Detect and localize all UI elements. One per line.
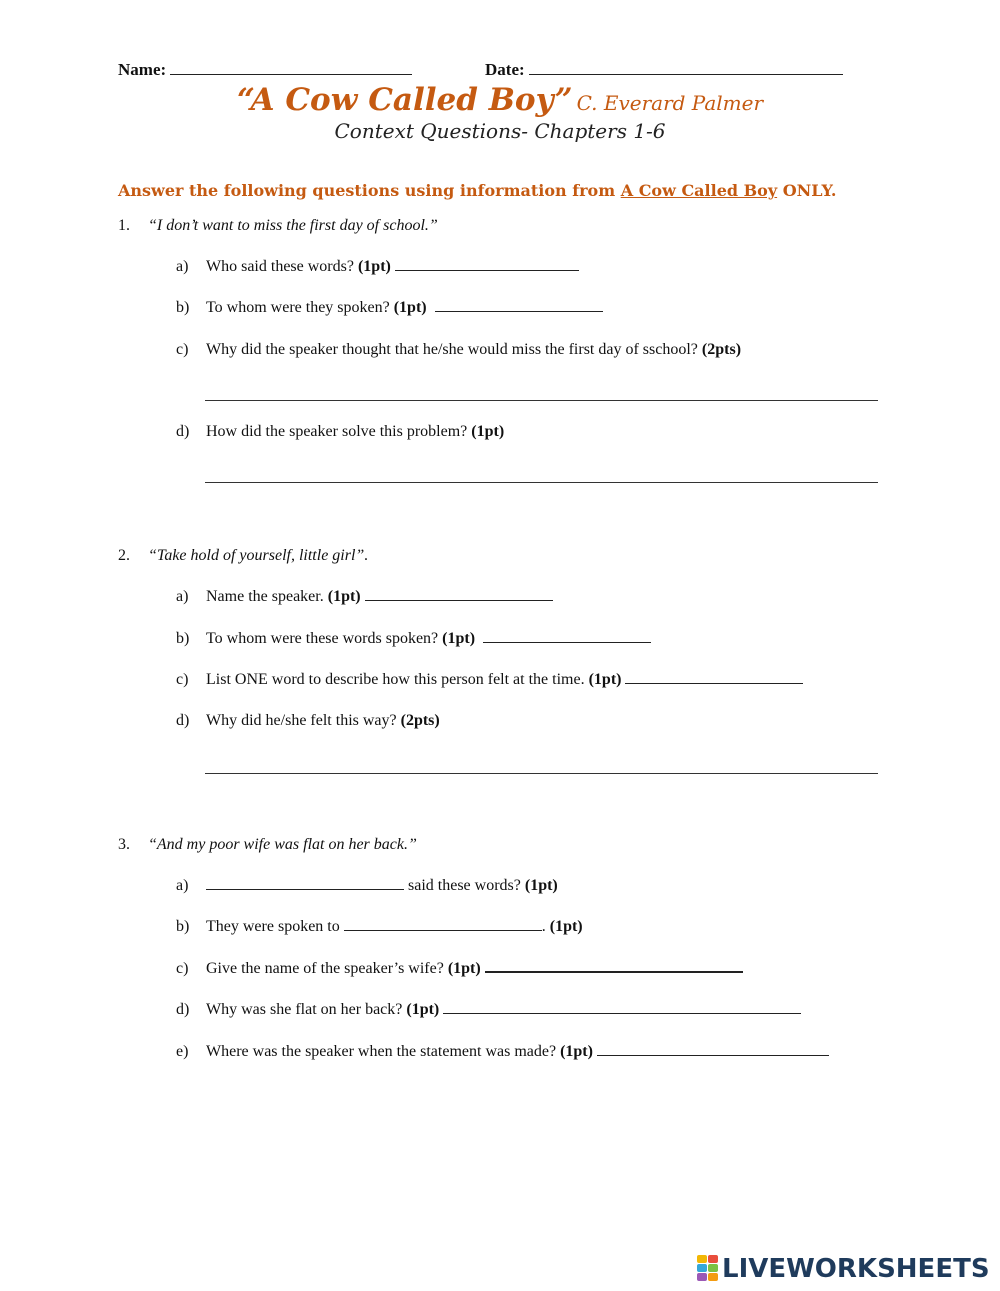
- answer-line[interactable]: [205, 481, 878, 483]
- book-author: C. Everard Palmer: [576, 91, 764, 115]
- question-2: [118, 547, 130, 565]
- answer-blank[interactable]: [395, 269, 579, 271]
- worksheet-subtitle: Context Questions- Chapters 1-6: [334, 119, 666, 143]
- liveworksheets-logo[interactable]: [697, 1254, 990, 1284]
- name-field: [118, 60, 412, 80]
- answer-blank[interactable]: [625, 682, 803, 684]
- answer-blank[interactable]: [597, 1054, 829, 1056]
- answer-blank[interactable]: [435, 310, 603, 312]
- question-1: [118, 217, 130, 235]
- answer-blank[interactable]: [485, 970, 743, 973]
- question-3: [118, 836, 130, 854]
- question-2-quote: “Take hold of yourself, little girl”.: [148, 547, 369, 564]
- instructions: Answer the following questions using information from A Cow Called Boy ONLY.: [118, 181, 837, 200]
- liveworksheets-logo-text: LIVEWORKSHEETS: [722, 1254, 990, 1284]
- question-3-quote: “And my poor wife was flat on her back.”: [148, 836, 417, 853]
- instructions-book: A Cow Called Boy: [620, 181, 778, 200]
- question-number: 2.: [118, 547, 130, 564]
- date-label: Date:: [485, 60, 525, 79]
- book-title: “A Cow Called Boy”: [236, 82, 573, 118]
- date-blank[interactable]: [529, 73, 843, 75]
- name-blank[interactable]: [170, 73, 412, 75]
- answer-blank[interactable]: [443, 1012, 801, 1014]
- answer-blank[interactable]: [365, 599, 553, 601]
- question-number: 1.: [118, 217, 130, 234]
- answer-blank[interactable]: [483, 641, 651, 643]
- answer-blank[interactable]: [344, 929, 542, 931]
- liveworksheets-logo-icon: [697, 1255, 719, 1281]
- answer-line[interactable]: [205, 772, 878, 774]
- answer-line[interactable]: [205, 399, 878, 401]
- name-label: Name:: [118, 60, 167, 79]
- answer-blank[interactable]: [206, 888, 404, 890]
- question-number: 3.: [118, 836, 130, 853]
- date-field: [485, 60, 843, 80]
- question-1-quote: “I don’t want to miss the first day of school.”: [148, 217, 438, 234]
- worksheet-title: [0, 82, 1000, 118]
